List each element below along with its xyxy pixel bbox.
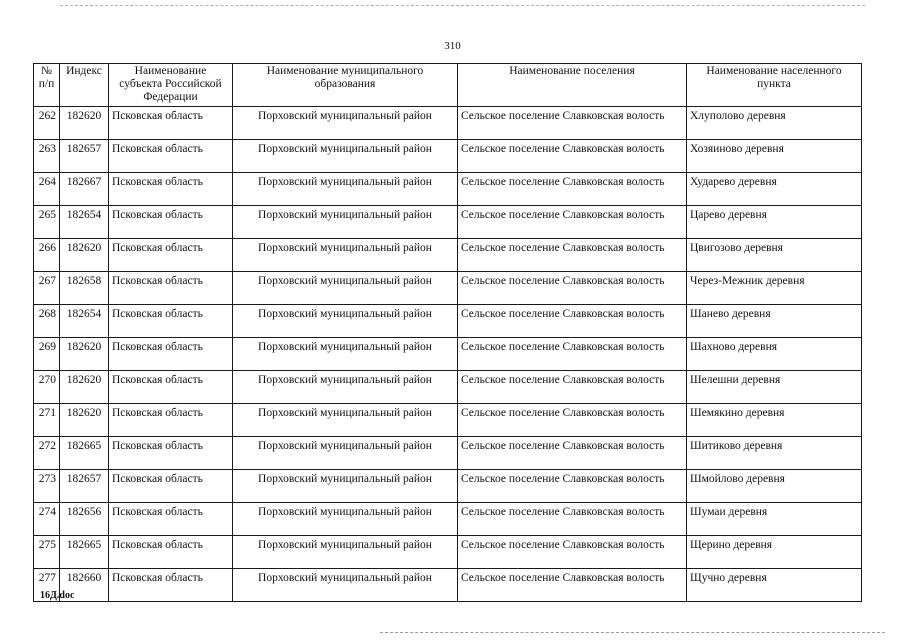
- cell-subject: Псковская область: [109, 569, 233, 602]
- cell-municipality: Порховский муниципальный район: [233, 173, 458, 206]
- cell-municipality: Порховский муниципальный район: [233, 470, 458, 503]
- cell-num: 265: [34, 206, 60, 239]
- cell-subject: Псковская область: [109, 107, 233, 140]
- table-header: [34, 64, 862, 107]
- cell-municipality: Порховский муниципальный район: [233, 140, 458, 173]
- document-filename: 16Д.doc: [40, 590, 75, 601]
- cell-settlement: Сельское поселение Славковская волость: [458, 437, 687, 470]
- cell-num: 268: [34, 305, 60, 338]
- cell-subject: Псковская область: [109, 338, 233, 371]
- cell-num: 277: [34, 569, 60, 602]
- cell-settlement: Сельское поселение Славковская волость: [458, 272, 687, 305]
- table-row: [34, 404, 862, 437]
- cell-settlement: Сельское поселение Славковская волость: [458, 107, 687, 140]
- cell-index: 182656: [60, 503, 109, 536]
- header-municipality: Наименование муниципального образования: [233, 64, 458, 107]
- cell-municipality: Порховский муниципальный район: [233, 536, 458, 569]
- cell-settlement: Сельское поселение Славковская волость: [458, 140, 687, 173]
- table-row: [34, 206, 862, 239]
- header-subject: Наименование субъекта Российской Федерации: [109, 64, 233, 107]
- cell-settlement: Сельское поселение Славковская волость: [458, 470, 687, 503]
- cell-locality: Шемякино деревня: [687, 404, 862, 437]
- cell-index: 182654: [60, 305, 109, 338]
- cell-num: 266: [34, 239, 60, 272]
- cell-locality: Шитиково деревня: [687, 437, 862, 470]
- cell-subject: Псковская область: [109, 305, 233, 338]
- cell-num: 273: [34, 470, 60, 503]
- header-index: Индекс: [60, 64, 109, 107]
- cell-locality: Щучно деревня: [687, 569, 862, 602]
- scan-edge-top: [60, 5, 865, 6]
- cell-index: 182654: [60, 206, 109, 239]
- cell-index: 182658: [60, 272, 109, 305]
- table-row: [34, 272, 862, 305]
- cell-settlement: Сельское поселение Славковская волость: [458, 206, 687, 239]
- cell-locality: Цвигозово деревня: [687, 239, 862, 272]
- settlements-table: [33, 63, 862, 602]
- cell-index: 182665: [60, 437, 109, 470]
- cell-municipality: Порховский муниципальный район: [233, 107, 458, 140]
- table-row: [34, 569, 862, 602]
- cell-subject: Псковская область: [109, 536, 233, 569]
- cell-settlement: Сельское поселение Славковская волость: [458, 404, 687, 437]
- table-row: [34, 437, 862, 470]
- cell-index: 182620: [60, 338, 109, 371]
- cell-subject: Псковская область: [109, 140, 233, 173]
- cell-subject: Псковская область: [109, 371, 233, 404]
- cell-municipality: Порховский муниципальный район: [233, 503, 458, 536]
- cell-num: 269: [34, 338, 60, 371]
- cell-locality: Шмойлово деревня: [687, 470, 862, 503]
- cell-settlement: Сельское поселение Славковская волость: [458, 371, 687, 404]
- cell-subject: Псковская область: [109, 470, 233, 503]
- table-row: [34, 503, 862, 536]
- table-row: [34, 305, 862, 338]
- header-locality: Наименование населенного пункта: [687, 64, 862, 107]
- table-body: [34, 107, 862, 602]
- cell-subject: Псковская область: [109, 206, 233, 239]
- table-row: [34, 371, 862, 404]
- cell-locality: Царево деревня: [687, 206, 862, 239]
- cell-locality: Шелешни деревня: [687, 371, 862, 404]
- table-row: [34, 470, 862, 503]
- cell-settlement: Сельское поселение Славковская волость: [458, 536, 687, 569]
- cell-municipality: Порховский муниципальный район: [233, 305, 458, 338]
- cell-index: 182665: [60, 536, 109, 569]
- table-row: [34, 140, 862, 173]
- cell-index: 182620: [60, 107, 109, 140]
- cell-subject: Псковская область: [109, 173, 233, 206]
- cell-num: 264: [34, 173, 60, 206]
- cell-num: 267: [34, 272, 60, 305]
- cell-locality: Шанево деревня: [687, 305, 862, 338]
- cell-locality: Хозяиново деревня: [687, 140, 862, 173]
- cell-num: 270: [34, 371, 60, 404]
- cell-subject: Псковская область: [109, 272, 233, 305]
- header-num: № п/п: [34, 64, 60, 107]
- cell-locality: Шахново деревня: [687, 338, 862, 371]
- cell-num: 274: [34, 503, 60, 536]
- table-row: [34, 173, 862, 206]
- cell-settlement: Сельское поселение Славковская волость: [458, 305, 687, 338]
- cell-municipality: Порховский муниципальный район: [233, 272, 458, 305]
- cell-subject: Псковская область: [109, 437, 233, 470]
- cell-municipality: Порховский муниципальный район: [233, 404, 458, 437]
- cell-index: 182620: [60, 239, 109, 272]
- table-row: [34, 338, 862, 371]
- cell-settlement: Сельское поселение Славковская волость: [458, 239, 687, 272]
- cell-locality: Шумаи деревня: [687, 503, 862, 536]
- cell-num: 272: [34, 437, 60, 470]
- cell-municipality: Порховский муниципальный район: [233, 338, 458, 371]
- header-row: [34, 64, 862, 107]
- header-settlement: Наименование поселения: [458, 64, 687, 107]
- cell-index: 182660: [60, 569, 109, 602]
- cell-locality: Хлуполово деревня: [687, 107, 862, 140]
- cell-index: 182657: [60, 470, 109, 503]
- cell-municipality: Порховский муниципальный район: [233, 437, 458, 470]
- cell-subject: Псковская область: [109, 404, 233, 437]
- cell-num: 275: [34, 536, 60, 569]
- cell-locality: Через-Межник деревня: [687, 272, 862, 305]
- cell-municipality: Порховский муниципальный район: [233, 239, 458, 272]
- cell-index: 182620: [60, 371, 109, 404]
- cell-settlement: Сельское поселение Славковская волость: [458, 503, 687, 536]
- cell-index: 182657: [60, 140, 109, 173]
- page-number: 310: [444, 40, 461, 52]
- cell-subject: Псковская область: [109, 503, 233, 536]
- table-row: [34, 107, 862, 140]
- cell-num: 271: [34, 404, 60, 437]
- cell-municipality: Порховский муниципальный район: [233, 206, 458, 239]
- cell-locality: Щерино деревня: [687, 536, 862, 569]
- cell-settlement: Сельское поселение Славковская волость: [458, 338, 687, 371]
- cell-index: 182620: [60, 404, 109, 437]
- cell-municipality: Порховский муниципальный район: [233, 569, 458, 602]
- scan-edge-bottom: [380, 632, 885, 633]
- table-row: [34, 239, 862, 272]
- table-row: [34, 536, 862, 569]
- cell-settlement: Сельское поселение Славковская волость: [458, 173, 687, 206]
- cell-num: 263: [34, 140, 60, 173]
- cell-index: 182667: [60, 173, 109, 206]
- cell-locality: Хударево деревня: [687, 173, 862, 206]
- cell-settlement: Сельское поселение Славковская волость: [458, 569, 687, 602]
- cell-subject: Псковская область: [109, 239, 233, 272]
- cell-municipality: Порховский муниципальный район: [233, 371, 458, 404]
- cell-num: 262: [34, 107, 60, 140]
